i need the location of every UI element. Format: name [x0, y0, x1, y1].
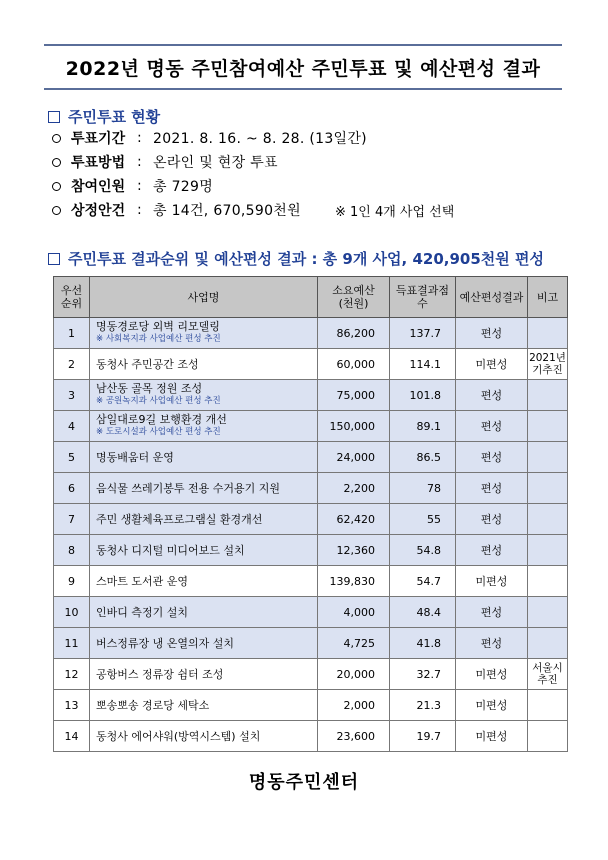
- info-value: 2021. 8. 16. ~ 8. 28. (13일간): [153, 131, 367, 147]
- cell-project-name: [90, 659, 318, 690]
- cell-budget: 150,000: [318, 411, 390, 442]
- cell-score: 41.8: [390, 628, 456, 659]
- circle-bullet-icon: [52, 158, 61, 167]
- cell-rank: 11: [54, 628, 90, 659]
- section-heading-label: 주민투표 현황: [68, 108, 161, 126]
- cell-score: 48.4: [390, 597, 456, 628]
- cell-score: 21.3: [390, 690, 456, 721]
- cell-score: 89.1: [390, 411, 456, 442]
- project-name: 음식물 쓰레기봉투 전용 수거용기 지원: [96, 481, 281, 495]
- cell-rank: 12: [54, 659, 90, 690]
- info-value: 총 729명: [153, 179, 214, 195]
- project-name: 공항버스 정류장 쉼터 조성: [96, 667, 224, 681]
- project-name: 동청사 주민공간 조성: [96, 357, 199, 371]
- cell-result: 편성: [456, 380, 528, 411]
- header-rank: 우선 순위: [54, 277, 90, 318]
- cell-score: 86.5: [390, 442, 456, 473]
- cell-score: 32.7: [390, 659, 456, 690]
- cell-remarks: [528, 442, 568, 473]
- header-remarks: 비고: [528, 277, 568, 318]
- project-name: 인바디 측정기 설치: [96, 605, 189, 619]
- cell-budget: 86,200: [318, 318, 390, 349]
- cell-result: 미편성: [456, 566, 528, 597]
- table-row: [54, 535, 568, 566]
- cell-rank: 10: [54, 597, 90, 628]
- cell-score: 101.8: [390, 380, 456, 411]
- circle-bullet-icon: [52, 134, 61, 143]
- info-row-method: 투표방법 : 온라인 및 현장 투표: [52, 152, 278, 172]
- project-note: ※ 도로시설과 사업예산 편성 추진: [96, 427, 221, 437]
- cell-result: 편성: [456, 411, 528, 442]
- cell-result: 편성: [456, 318, 528, 349]
- info-row-period: 투표기간 : 2021. 8. 16. ~ 8. 28. (13일간): [52, 128, 367, 148]
- cell-result: 편성: [456, 597, 528, 628]
- project-name: 삼일대로9길 보행환경 개선: [96, 413, 227, 426]
- cell-rank: 8: [54, 535, 90, 566]
- cell-project-name: [90, 442, 318, 473]
- table-row: [54, 597, 568, 628]
- cell-score: 55: [390, 504, 456, 535]
- cell-rank: 5: [54, 442, 90, 473]
- cell-project-name: [90, 318, 318, 349]
- cell-rank: 6: [54, 473, 90, 504]
- cell-budget: 4,725: [318, 628, 390, 659]
- cell-remarks: [528, 380, 568, 411]
- cell-budget: 2,200: [318, 473, 390, 504]
- cell-project-name: [90, 566, 318, 597]
- table-row: [54, 442, 568, 473]
- cell-project-name: [90, 597, 318, 628]
- cell-score: 78: [390, 473, 456, 504]
- cell-result: 편성: [456, 628, 528, 659]
- cell-project-name: [90, 535, 318, 566]
- header-result: 예산편성결과: [456, 277, 528, 318]
- cell-rank: 3: [54, 380, 90, 411]
- cell-remarks: 2021년 기추진: [528, 349, 568, 380]
- project-name: 뽀송뽀송 경로당 세탁소: [96, 698, 210, 712]
- square-bullet-icon: [48, 111, 60, 123]
- cell-result: 편성: [456, 535, 528, 566]
- project-name: 남산동 골목 정원 조성: [96, 382, 203, 395]
- cell-project-name: [90, 380, 318, 411]
- table-row: [54, 318, 568, 349]
- info-label: 투표방법: [71, 155, 126, 171]
- circle-bullet-icon: [52, 206, 61, 215]
- cell-project-name: [90, 411, 318, 442]
- info-row-agenda: 상정안건 : 총 14건, 670,590천원 ※ 1인 4개 사업 선택: [52, 200, 454, 220]
- cell-budget: 139,830: [318, 566, 390, 597]
- cell-budget: 2,000: [318, 690, 390, 721]
- cell-budget: 62,420: [318, 504, 390, 535]
- table-row: [54, 380, 568, 411]
- cell-budget: 4,000: [318, 597, 390, 628]
- table-header-row: [54, 277, 568, 318]
- cell-budget: 12,360: [318, 535, 390, 566]
- project-name: 스마트 도서관 운영: [96, 574, 189, 588]
- project-name: 명동경로당 외벽 리모델링: [96, 320, 220, 333]
- project-name: 동청사 에어샤워(방역시스템) 설치: [96, 729, 261, 743]
- table-row: [54, 628, 568, 659]
- cell-score: 54.8: [390, 535, 456, 566]
- section-heading-label: 주민투표 결과순위 및 예산편성 결과 : 총 9개 사업, 420,905천원 편성: [68, 250, 544, 268]
- cell-remarks: [528, 504, 568, 535]
- cell-result: 편성: [456, 442, 528, 473]
- square-bullet-icon: [48, 253, 60, 265]
- cell-score: 114.1: [390, 349, 456, 380]
- info-label: 투표기간: [71, 131, 126, 147]
- cell-remarks: [528, 318, 568, 349]
- info-value: 총 14건, 670,590천원: [153, 203, 301, 219]
- table-row: [54, 411, 568, 442]
- cell-project-name: [90, 628, 318, 659]
- footer-org-name: 명동주민센터: [248, 772, 360, 793]
- cell-rank: 2: [54, 349, 90, 380]
- project-note: ※ 공원녹지과 사업예산 편성 추진: [96, 396, 221, 406]
- cell-result: 미편성: [456, 659, 528, 690]
- cell-remarks: [528, 566, 568, 597]
- cell-remarks: 서울시 추진: [528, 659, 568, 690]
- info-note: ※ 1인 4개 사업 선택: [334, 204, 455, 220]
- cell-project-name: [90, 690, 318, 721]
- cell-result: 편성: [456, 473, 528, 504]
- section-heading-vote-status: [48, 106, 160, 127]
- cell-result: 미편성: [456, 690, 528, 721]
- cell-budget: 75,000: [318, 380, 390, 411]
- cell-rank: 4: [54, 411, 90, 442]
- table-row: [54, 659, 568, 690]
- cell-rank: 9: [54, 566, 90, 597]
- cell-score: 19.7: [390, 721, 456, 752]
- project-name: 명동배움터 운영: [96, 450, 174, 464]
- table-row: [54, 349, 568, 380]
- header-score: 득표결과점수: [390, 277, 456, 318]
- cell-rank: 14: [54, 721, 90, 752]
- info-label: 참여인원: [71, 179, 126, 195]
- project-name: 주민 생활체육프로그램실 환경개선: [96, 512, 263, 526]
- info-label: 상정안건: [71, 203, 126, 219]
- cell-remarks: [528, 597, 568, 628]
- results-table: [53, 276, 568, 752]
- info-value: 온라인 및 현장 투표: [153, 155, 278, 171]
- cell-rank: 7: [54, 504, 90, 535]
- cell-remarks: [528, 628, 568, 659]
- cell-remarks: [528, 721, 568, 752]
- header-budget: 소요예산 (천원): [318, 277, 390, 318]
- project-name: 동청사 디지털 미디어보드 설치: [96, 543, 245, 557]
- section-heading-results: [48, 248, 544, 269]
- cell-remarks: [528, 473, 568, 504]
- cell-result: 미편성: [456, 349, 528, 380]
- cell-remarks: [528, 411, 568, 442]
- cell-budget: 20,000: [318, 659, 390, 690]
- info-row-participants: 참여인원 : 총 729명: [52, 176, 213, 196]
- cell-project-name: [90, 473, 318, 504]
- table-row: [54, 721, 568, 752]
- cell-project-name: [90, 349, 318, 380]
- cell-remarks: [528, 535, 568, 566]
- cell-budget: 23,600: [318, 721, 390, 752]
- table-row: [54, 566, 568, 597]
- cell-project-name: [90, 721, 318, 752]
- table-row: [54, 504, 568, 535]
- cell-remarks: [528, 690, 568, 721]
- table-row: [54, 473, 568, 504]
- cell-budget: 60,000: [318, 349, 390, 380]
- cell-score: 54.7: [390, 566, 456, 597]
- cell-result: 미편성: [456, 721, 528, 752]
- cell-score: 137.7: [390, 318, 456, 349]
- page-title: 2022년 명동 주민참여예산 주민투표 및 예산편성 결과: [65, 57, 541, 80]
- title-box: [44, 44, 562, 90]
- table-row: [54, 690, 568, 721]
- cell-result: 편성: [456, 504, 528, 535]
- cell-rank: 13: [54, 690, 90, 721]
- circle-bullet-icon: [52, 182, 61, 191]
- project-note: ※ 사회복지과 사업예산 편성 추진: [96, 334, 221, 344]
- cell-project-name: [90, 504, 318, 535]
- header-project: 사업명: [90, 277, 318, 318]
- cell-budget: 24,000: [318, 442, 390, 473]
- project-name: 버스정류장 냉 온열의자 설치: [96, 636, 235, 650]
- cell-rank: 1: [54, 318, 90, 349]
